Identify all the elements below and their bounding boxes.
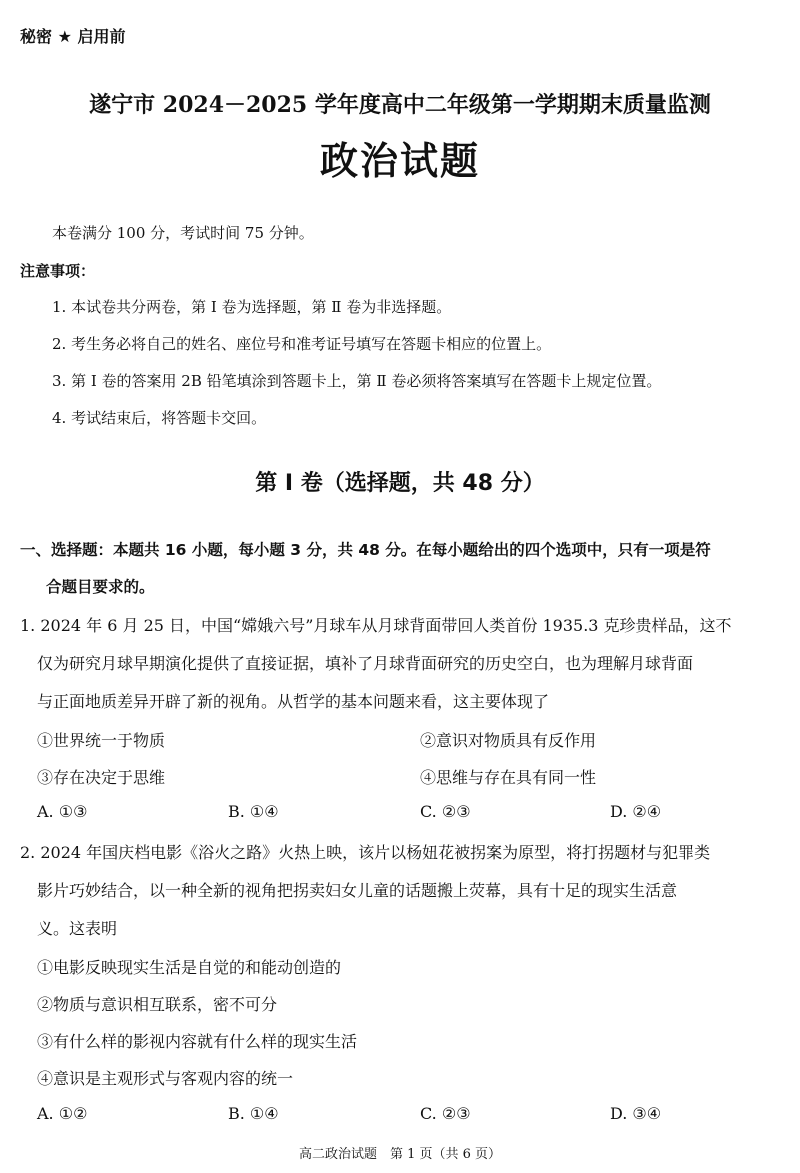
statement-option: ③有什么样的影视内容就有什么样的现实生活 bbox=[37, 1032, 358, 1051]
answer-choice-c: C. ②③ bbox=[420, 802, 471, 821]
answer-choice-b: B. ①④ bbox=[228, 802, 279, 821]
answer-choice-b: B. ①④ bbox=[228, 1104, 279, 1123]
answer-choice-d: D. ③④ bbox=[610, 1104, 662, 1123]
confidential-label: 秘密 ★ 启用前 bbox=[20, 27, 126, 46]
answer-choice-c: C. ②③ bbox=[420, 1104, 471, 1123]
answer-choice-a: A. ①② bbox=[37, 1104, 88, 1123]
question-stem-line: 仅为研究月球早期演化提供了直接证据，填补了月球背面研究的历史空白，也为理解月球背面 bbox=[37, 654, 694, 673]
notice-item: 4. 考试结束后，将答题卡交回。 bbox=[52, 409, 267, 427]
statement-option: ③存在决定于思维 bbox=[37, 768, 166, 787]
section-instruction: 合题目要求的。 bbox=[46, 578, 155, 596]
statement-option: ①世界统一于物质 bbox=[37, 731, 166, 750]
answer-choice-a: A. ①③ bbox=[37, 802, 88, 821]
statement-option: ②物质与意识相互联系，密不可分 bbox=[37, 995, 278, 1014]
score-note: 本卷满分 100 分，考试时间 75 分钟。 bbox=[52, 224, 314, 242]
notice-item: 1. 本试卷共分两卷，第 Ⅰ 卷为选择题，第 Ⅱ 卷为非选择题。 bbox=[52, 298, 452, 316]
answer-choice-d: D. ②④ bbox=[610, 802, 662, 821]
notice-item: 2. 考生务必将自己的姓名、座位号和准考证号填写在答题卡相应的位置上。 bbox=[52, 335, 552, 353]
page-footer: 高二政治试题 第 1 页（共 6 页） bbox=[298, 1147, 502, 1162]
section-instruction: 一、选择题：本题共 16 小题，每小题 3 分，共 48 分。在每小题给出的四个选项中，只有一项是符 bbox=[20, 541, 711, 559]
statement-option: ②意识对物质具有反作用 bbox=[420, 731, 597, 750]
question-stem-line: 1. 2024 年 6 月 25 日，中国“嫦娥六号”月球车从月球背面带回人类首份 1935.3 克珍贵样品，这不 bbox=[20, 616, 732, 635]
notice-heading: 注意事项： bbox=[20, 262, 96, 280]
subject-title: 政治试题 bbox=[319, 139, 480, 183]
question-stem-line: 与正面地质差异开辟了新的视角。从哲学的基本问题来看，这主要体现了 bbox=[37, 692, 550, 711]
statement-option: ④意识是主观形式与客观内容的统一 bbox=[37, 1069, 294, 1088]
question-stem-line: 2. 2024 年国庆档电影《浴火之路》火热上映，该片以杨妞花被拐案为原型，将打拐题材与犯罪类 bbox=[20, 843, 711, 862]
statement-option: ①电影反映现实生活是自觉的和能动创造的 bbox=[37, 958, 342, 977]
exam-title: 遂宁市 2024－2025 学年度高中二年级第一学期期末质量监测 bbox=[89, 92, 711, 118]
question-stem-line: 义。这表明 bbox=[37, 919, 118, 938]
question-stem-line: 影片巧妙结合，以一种全新的视角把拐卖妇女儿童的话题搬上荧幕，具有十足的现实生活意 bbox=[37, 881, 678, 900]
statement-option: ④思维与存在具有同一性 bbox=[420, 768, 597, 787]
part-title: 第 Ⅰ 卷（选择题，共 48 分） bbox=[255, 471, 545, 496]
notice-item: 3. 第 Ⅰ 卷的答案用 2B 铅笔填涂到答题卡上，第 Ⅱ 卷必须将答案填写在答题卡上规定位置。 bbox=[52, 372, 662, 390]
